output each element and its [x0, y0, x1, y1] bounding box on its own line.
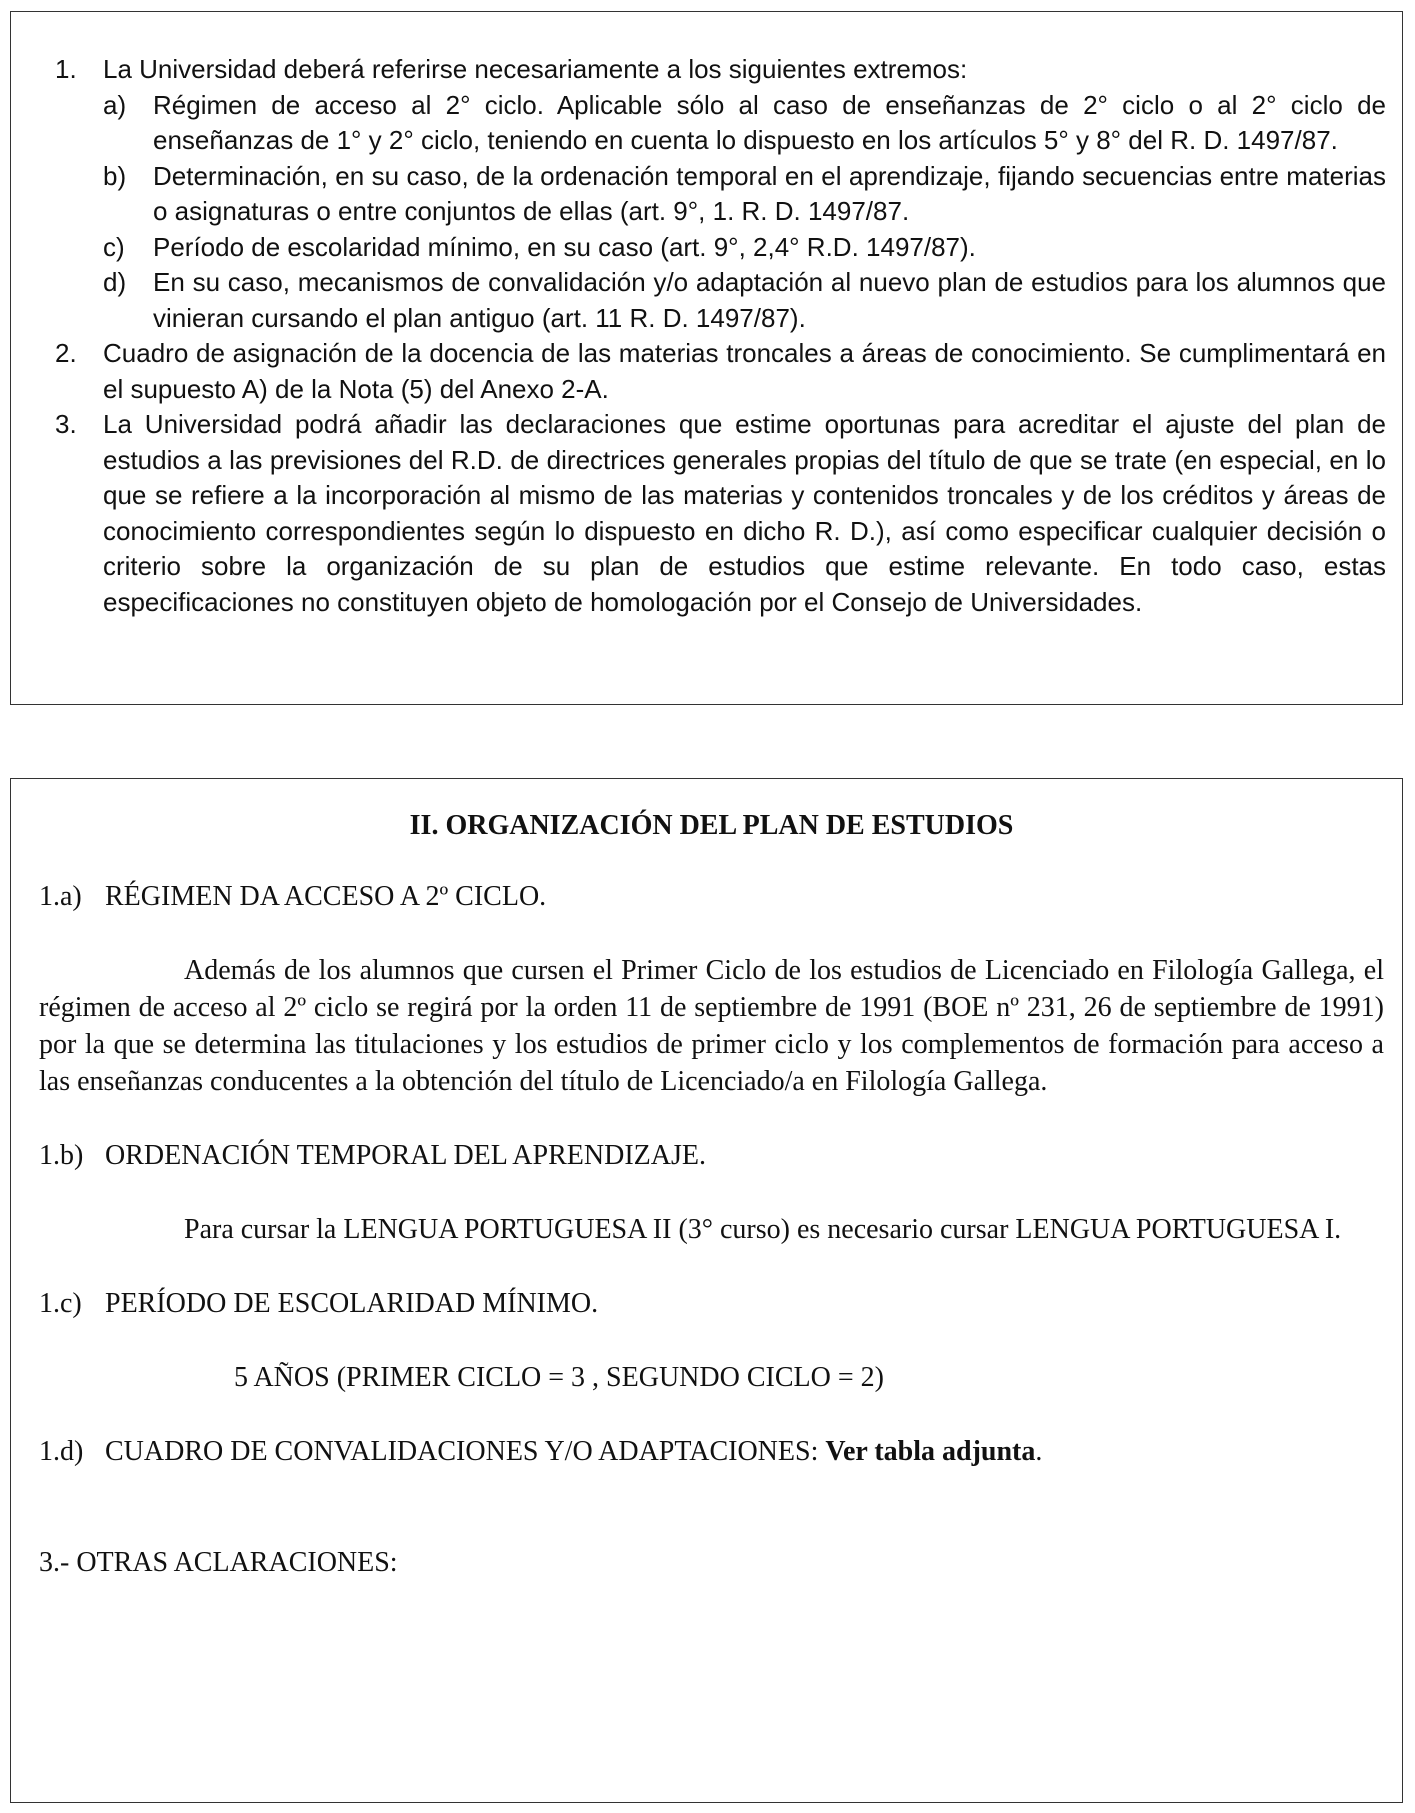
table-reference: Ver tabla adjunta	[825, 1436, 1036, 1467]
subitem-a	[47, 88, 1386, 159]
subitem-b	[47, 159, 1386, 230]
section-title: II. ORGANIZACIÓN DEL PLAN DE ESTUDIOS	[409, 810, 1014, 841]
subitem-text: Determinación, en su caso, de la ordenación temporal en el aprendizaje, fijando secuencias entre materias o asignaturas o entre conjuntos de ellas (art. 9°, 1. R. D. 1497/87.	[153, 160, 1386, 226]
item-number: 1.	[55, 54, 77, 84]
item-text: La Universidad podrá añadir las declaraciones que estime oportunas para acreditar el ajuste del plan de estudios a las previsiones del R.D. de directrices generales propias del título de que se trate (en especial, en lo que se refiere a la incorporación al mismo de las materias y contenidos troncales y de los créditos y áreas de conocimiento correspondientes según lo dispuesto en dicho R. D.), así como especificar cualquier decisión o criterio sobre la organización de su plan de estudios que estime relevante. En todo caso, estas especificaciones no constituyen objeto de homologación por el Consejo de Universidades.	[103, 409, 1386, 617]
heading-1c	[39, 1285, 1384, 1322]
heading-1d	[39, 1433, 1384, 1470]
paragraph-1b: Para cursar la LENGUA PORTUGUESA II (3° curso) es necesario cursar LENGUA PORTUGUESA I.	[184, 1214, 1342, 1245]
item-number: 3.	[55, 409, 77, 439]
subitem-c	[47, 230, 1386, 266]
item-text: Cuadro de asignación de la docencia de las materias troncales a áreas de conocimiento. Se cumplimentará en el supuesto A) de la Nota (5) del Anexo 2-A.	[103, 338, 1386, 404]
item-text: La Universidad deberá referirse necesariamente a los siguientes extremos:	[103, 54, 968, 84]
subitem-letter: a)	[103, 89, 127, 120]
sub-list	[103, 88, 1386, 337]
heading-text	[105, 1433, 1042, 1470]
instructions-box	[10, 11, 1403, 705]
heading-number: 1.a)	[39, 881, 82, 912]
heading-text: RÉGIMEN DA ACCESO A 2º CICLO.	[105, 881, 547, 912]
instruction-item-3	[47, 407, 1386, 620]
instruction-item-2	[47, 336, 1386, 407]
heading-1b	[39, 1137, 1384, 1174]
subitem-letter: c)	[103, 231, 125, 262]
subitem-text: Período de escolaridad mínimo, en su caso (art. 9°, 2,4° R.D. 1497/87).	[153, 231, 976, 262]
item-number: 2.	[55, 338, 77, 368]
subitem-letter: b)	[103, 160, 127, 191]
detail-1c: 5 AÑOS (PRIMER CICLO = 3 , SEGUNDO CICLO = 2)	[234, 1362, 884, 1393]
instruction-subitems	[47, 88, 1386, 337]
heading-text: ORDENACIÓN TEMPORAL DEL APRENDIZAJE.	[105, 1140, 706, 1171]
subitem-text: Régimen de acceso al 2° ciclo. Aplicable sólo al caso de enseñanzas de 2° ciclo o al 2° ciclo de enseñanzas de 1° y 2° ciclo, teniendo en cuenta lo dispuesto en los artículos 5° y 8° del R. D. 1497/87.	[153, 89, 1386, 155]
instruction-item-1	[47, 52, 1386, 88]
heading-number: 1.b)	[39, 1140, 84, 1171]
heading-text: PERÍODO DE ESCOLARIDAD MÍNIMO.	[105, 1288, 599, 1319]
heading-3: 3.- OTRAS ACLARACIONES:	[39, 1547, 398, 1578]
heading-1a	[39, 878, 1384, 915]
heading-number: 1.d)	[39, 1436, 84, 1467]
subitem-letter: d)	[103, 267, 127, 297]
subitem-d	[47, 265, 1386, 336]
paragraph-1a: Además de los alumnos que cursen el Primer Ciclo de los estudios de Licenciado en Filología Gallega, el régimen de acceso al 2º ciclo se regirá por la orden 11 de septiembre de 1991 (BOE nº 231, 26 de septiembre de 1991) por la que se determina las titulaciones y los estudios de primer ciclo y los complementos de formación para acceso a las enseñanzas conducentes a la obtención del título de Licenciado/a en Filología Gallega.	[39, 955, 1384, 1097]
organization-box	[10, 778, 1403, 1803]
instructions-list	[47, 52, 1386, 620]
heading-period: .	[1035, 1436, 1043, 1467]
subitem-text: En su caso, mecanismos de convalidación y/o adaptación al nuevo plan de estudios para los alumnos que vinieran cursando el plan antiguo (art. 11 R. D. 1497/87).	[153, 267, 1386, 333]
heading-number: 1.c)	[39, 1288, 82, 1319]
heading-label: CUADRO DE CONVALIDACIONES Y/O ADAPTACIONES:	[105, 1436, 826, 1467]
